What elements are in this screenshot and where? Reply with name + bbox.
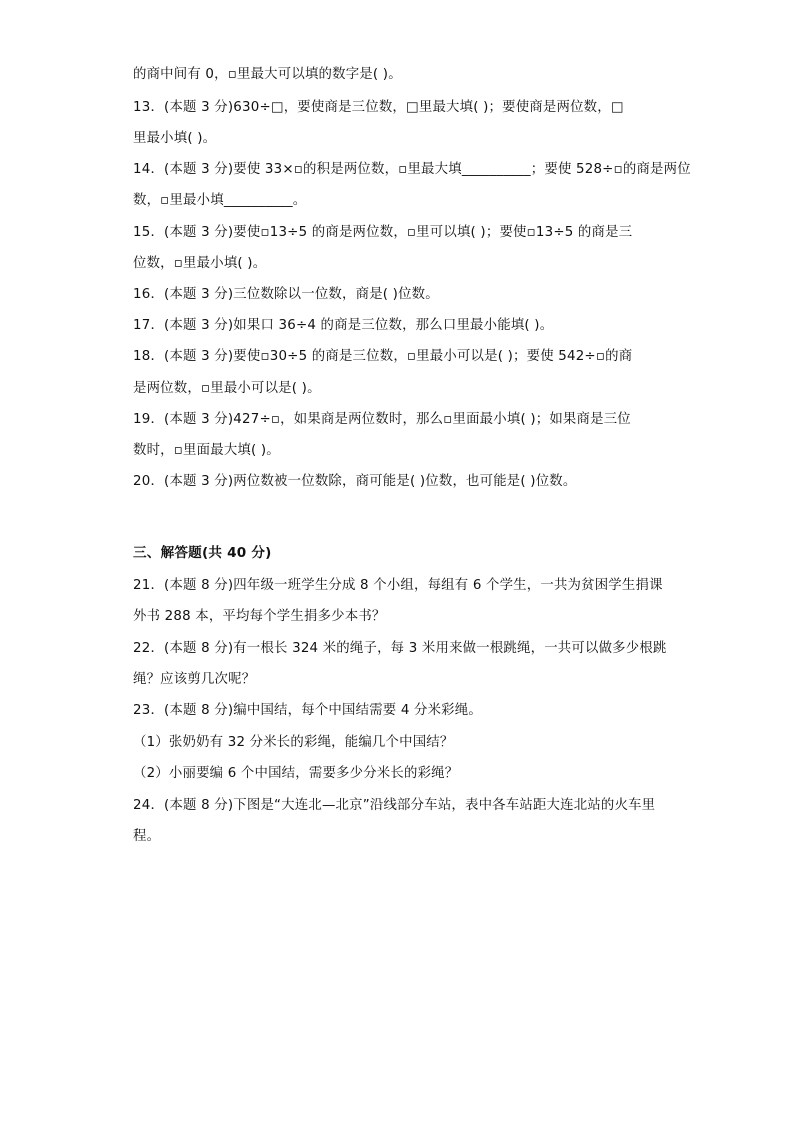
question-line: （1）张奶奶有 32 分米长的彩绳，能编几个中国结？ bbox=[133, 735, 454, 750]
question-line: （2）小丽要编 6 个中国结，需要多少分米长的彩绳？ bbox=[133, 766, 459, 781]
text-line: 的商中间有 0，▫里最大可以填的数字是( )。 bbox=[133, 67, 402, 82]
question-line: 24．(本题 8 分)下图是“大连北—北京”沿线部分车站，表中各车站距大连北站的火车里 bbox=[133, 798, 656, 813]
question-line: 外书 288 本，平均每个学生捐多少本书？ bbox=[133, 609, 386, 624]
text-line: 18．(本题 3 分)要使▫30÷5 的商是三位数，▫里最小可以是( )；要使 542÷▫的商 bbox=[133, 349, 633, 364]
question-line: 21．(本题 8 分)四年级一班学生分成 8 个小组，每组有 6 个学生，一共为贫困学生捐课 bbox=[133, 578, 663, 593]
text-line: 15．(本题 3 分)要使▫13÷5 的商是两位数，▫里可以填( )；要使▫13÷5 的商是三 bbox=[133, 225, 633, 240]
text-line: 数，▫里最小填__________。 bbox=[133, 193, 307, 208]
text-line: 是两位数，▫里最小可以是( )。 bbox=[133, 381, 321, 396]
text-line: 14．(本题 3 分)要使 33×▫的积是两位数，▫里最大填__________；要使 528÷▫的商是两位 bbox=[133, 162, 691, 177]
text-line: 数时，▫里面最大填( )。 bbox=[133, 443, 280, 458]
text-line: 里最小填( )。 bbox=[133, 131, 217, 146]
text-line: 16．(本题 3 分)三位数除以一位数，商是( )位数。 bbox=[133, 287, 439, 302]
question-line: 程。 bbox=[133, 829, 161, 844]
question-line: 22．(本题 8 分)有一根长 324 米的绳子，每 3 米用来做一根跳绳，一共可以做多少根跳 bbox=[133, 641, 667, 656]
question-line: 23．(本题 8 分)编中国结，每个中国结需要 4 分米彩绳。 bbox=[133, 703, 482, 718]
text-line: 19．(本题 3 分)427÷▫，如果商是两位数时，那么▫里面最小填( )；如果商是三位 bbox=[133, 412, 631, 427]
section-title: 三、解答题(共 40 分) bbox=[133, 545, 272, 561]
question-line: 绳？应该剪几次呢？ bbox=[133, 672, 256, 687]
text-line: 20．(本题 3 分)两位数被一位数除，商可能是( )位数，也可能是( )位数。 bbox=[133, 474, 577, 489]
text-line: 17．(本题 3 分)如果口 36÷4 的商是三位数，那么口里最小能填( )。 bbox=[133, 318, 554, 333]
text-line: 位数，▫里最小填( )。 bbox=[133, 256, 267, 271]
text-line: 13．(本题 3 分)630÷□，要使商是三位数，□里最大填( )；要使商是两位数，□ bbox=[133, 100, 624, 115]
